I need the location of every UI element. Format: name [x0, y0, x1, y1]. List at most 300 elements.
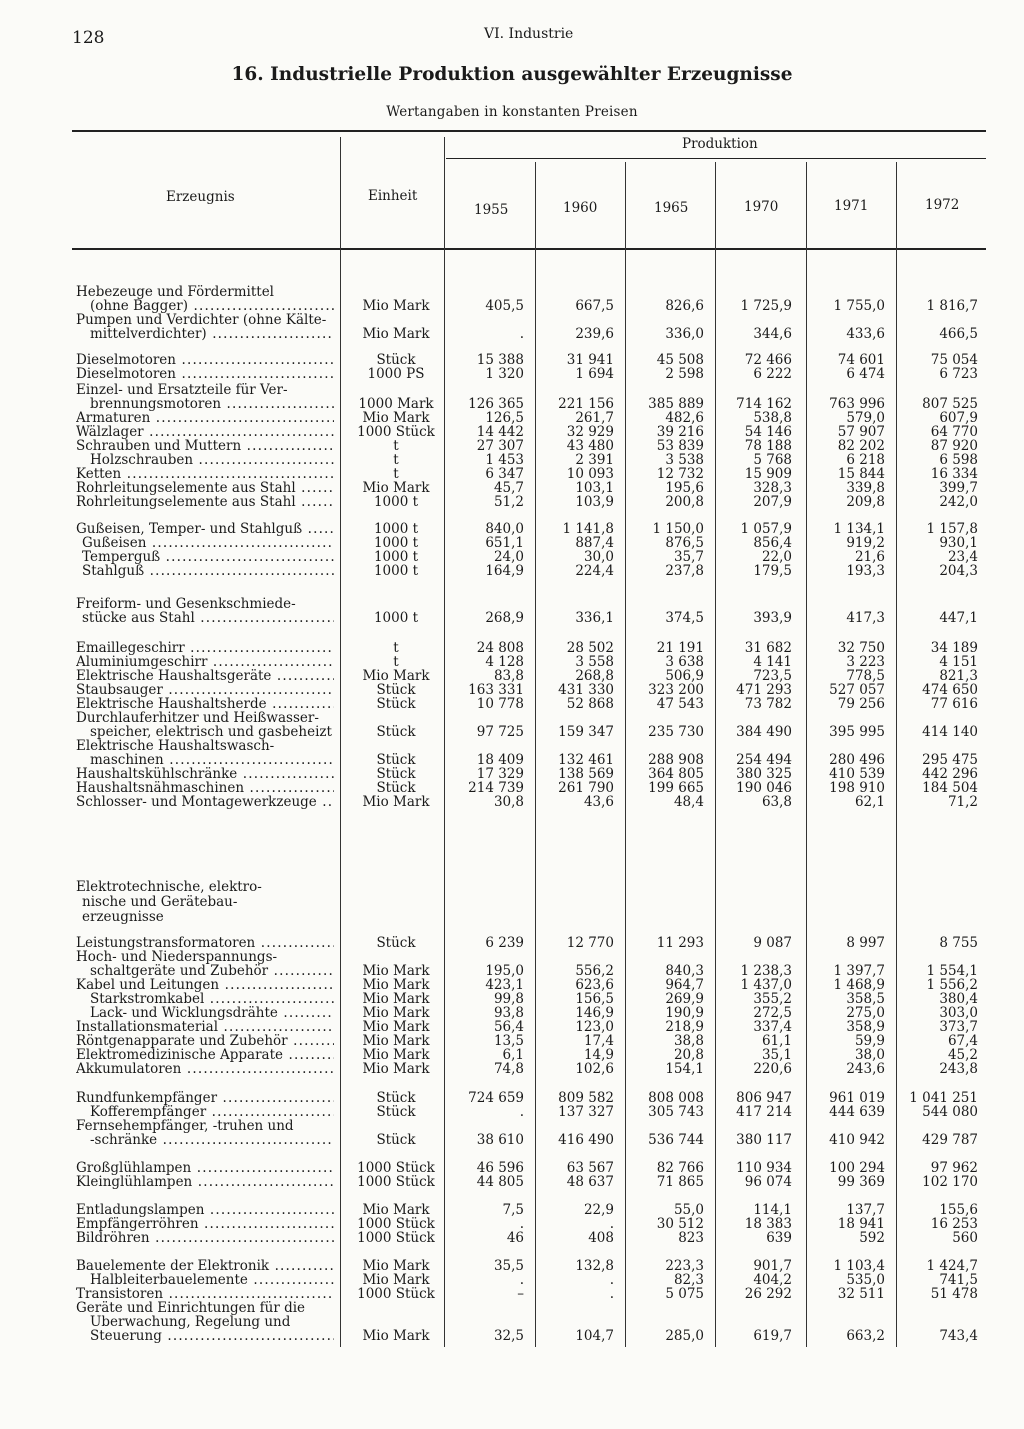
value-1971: 209,8: [846, 494, 885, 510]
value-1960: 261,7: [575, 410, 614, 426]
value-1972: 16 334: [930, 466, 978, 482]
value-1955: .: [519, 1104, 524, 1120]
row-label-box: [76, 936, 334, 950]
row-label-box: [76, 697, 334, 711]
value-1965: 39 216: [656, 424, 704, 440]
value-1960: 14,9: [583, 1047, 614, 1063]
table-row: [0, 1161, 1024, 1175]
table-row: [0, 1119, 1024, 1133]
value-1971: 275,0: [846, 1005, 885, 1021]
row-label-box: [76, 1091, 334, 1105]
value-1960: 103,9: [575, 494, 614, 510]
value-1965: 30 512: [656, 1216, 704, 1232]
value-1970: 471 293: [736, 682, 792, 698]
row-label: Rundfunkempfänger .....: [76, 1091, 334, 1105]
value-1960: 132,8: [575, 1258, 614, 1274]
value-1960: 3 558: [575, 654, 614, 670]
value-1960: 12 770: [566, 935, 614, 951]
value-1955: 7,5: [502, 1202, 524, 1218]
value-1970: 380 117: [736, 1132, 792, 1148]
header-bottom-rule: [72, 248, 986, 250]
row-label-box: [76, 313, 334, 327]
row-label: Entladungslampen .....: [76, 1203, 334, 1217]
row-unit: Mio Mark: [362, 977, 430, 993]
row-label-box: [76, 1231, 334, 1245]
row-unit: Mio Mark: [362, 1258, 430, 1274]
value-1971: 82 202: [837, 438, 885, 454]
value-1960: 43 480: [566, 438, 614, 454]
row-label-box: [90, 327, 334, 341]
value-1965: 71 865: [656, 1174, 704, 1190]
value-1970: 337,4: [753, 1019, 792, 1035]
value-1972: 1 816,7: [926, 298, 978, 314]
value-1970: 220,6: [753, 1061, 792, 1077]
value-1970: 72 466: [744, 352, 792, 368]
value-1970: 35,1: [761, 1047, 792, 1063]
row-label-box: [76, 1287, 334, 1301]
value-1965: 199 665: [648, 780, 704, 796]
row-unit: t: [393, 640, 399, 656]
value-1965: 12 732: [656, 466, 704, 482]
value-1972: 399,7: [939, 480, 978, 496]
row-label-box: [76, 978, 334, 992]
table-row: [0, 467, 1024, 481]
table-row: [0, 781, 1024, 795]
table-row: [0, 964, 1024, 978]
value-1960: 887,4: [575, 535, 614, 551]
value-1965: 195,6: [665, 480, 704, 496]
value-1972: 544 080: [922, 1104, 978, 1120]
value-1970: 1 725,9: [740, 298, 792, 314]
row-label: Dieselmotoren .....: [76, 353, 334, 367]
value-1960: 1 141,8: [562, 521, 614, 537]
value-1960: 30,0: [583, 549, 614, 565]
row-label-box: [76, 411, 334, 425]
row-label-box: [76, 1203, 334, 1217]
value-1972: 6 598: [939, 452, 978, 468]
value-1971: 444 639: [829, 1104, 885, 1120]
section-title: VI. Industrie: [484, 26, 574, 42]
header-year-1965: 1965: [654, 200, 689, 216]
row-label-box: [76, 950, 334, 964]
value-1972: 45,2: [947, 1047, 978, 1063]
row-label-box: [90, 1329, 334, 1343]
row-label-box: [90, 1273, 334, 1287]
value-1965: 3 638: [665, 654, 704, 670]
value-1965: 826,6: [665, 298, 704, 314]
row-label-box: [90, 992, 334, 1006]
table-row: [0, 978, 1024, 992]
value-1971: 6 218: [846, 452, 885, 468]
value-1970: 6 222: [753, 366, 792, 382]
row-label-box: [82, 550, 334, 564]
value-1965: 235 730: [648, 724, 704, 740]
row-label: Holzschrauben .....: [90, 453, 334, 467]
value-1965: 47 543: [656, 696, 704, 712]
row-label: Kleinglühlampen .....: [76, 1175, 334, 1189]
value-1970: 15 909: [744, 466, 792, 482]
row-unit: 1000 t: [373, 549, 419, 565]
row-unit: Stück: [376, 780, 416, 796]
value-1971: 1 134,1: [833, 521, 885, 537]
value-1972: 821,3: [939, 668, 978, 684]
value-1971: 1 468,9: [833, 977, 885, 993]
row-label-box: [76, 439, 334, 453]
row-label-box: [90, 1006, 334, 1020]
table-row: [0, 795, 1024, 809]
header-year-1970: 1970: [744, 199, 779, 215]
value-1960: 667,5: [575, 298, 614, 314]
row-unit: Stück: [376, 1104, 416, 1120]
row-label: Empfängerröhren .....: [76, 1217, 334, 1231]
row-unit: 1000 t: [373, 563, 419, 579]
value-1972: 1 157,8: [926, 521, 978, 537]
value-1970: 26 292: [744, 1286, 792, 1302]
row-unit: Mio Mark: [362, 1061, 430, 1077]
value-1971: 62,1: [854, 794, 885, 810]
row-label-box: [76, 383, 334, 397]
value-1965: 55,0: [673, 1202, 704, 1218]
table-row: [0, 683, 1024, 697]
value-1960: 1 694: [575, 366, 614, 382]
table-row: [0, 1315, 1024, 1329]
value-1971: 527 057: [829, 682, 885, 698]
value-1960: 48 637: [566, 1174, 614, 1190]
row-label-box: [76, 781, 334, 795]
row-unit: 1000 Stück: [357, 1174, 435, 1190]
value-1955: 38 610: [476, 1132, 524, 1148]
value-1965: 237,8: [665, 563, 704, 579]
value-1955: 214 739: [468, 780, 524, 796]
row-label: Elektromedizinische Apparate .....: [76, 1048, 334, 1062]
row-unit: 1000 PS: [367, 366, 425, 382]
row-label-box: [76, 495, 334, 509]
row-label: mittelverdichter) .....: [90, 327, 334, 341]
row-label: speicher, elektrisch und gasbeheizt: [90, 725, 332, 739]
value-1972: 23,4: [947, 549, 978, 565]
row-label-box: [76, 1217, 334, 1231]
value-1972: 741,5: [939, 1272, 978, 1288]
row-label: Freiform- und Gesenkschmiede-: [76, 597, 296, 611]
row-label: Emaillegeschirr .....: [76, 641, 334, 655]
value-1971: 579,0: [846, 410, 885, 426]
row-label-box: [76, 683, 334, 697]
value-1972: 155,6: [939, 1202, 978, 1218]
row-unit: 1000 Stück: [357, 1160, 435, 1176]
row-unit: 1000 Stück: [357, 424, 435, 440]
value-1970: 254 494: [736, 752, 792, 768]
value-1970: 9 087: [753, 935, 792, 951]
row-unit: Stück: [376, 724, 416, 740]
value-1955: 268,9: [485, 610, 524, 626]
value-1965: 218,9: [665, 1019, 704, 1035]
value-1955: 46 596: [476, 1160, 524, 1176]
value-1965: 482,6: [665, 410, 704, 426]
header-year-1960: 1960: [563, 200, 598, 216]
row-label: Rohrleitungselemente aus Stahl .....: [76, 481, 334, 495]
value-1971: 74 601: [837, 352, 885, 368]
row-label: Bauelemente der Elektronik .....: [76, 1259, 334, 1273]
value-1965: 21 191: [656, 640, 704, 656]
value-1965: 82,3: [673, 1272, 704, 1288]
row-label-box: [76, 1119, 334, 1133]
value-1970: 63,8: [761, 794, 792, 810]
value-1970: 4 141: [753, 654, 792, 670]
row-label: Rohrleitungselemente aus Stahl .....: [76, 495, 334, 509]
value-1970: 1 437,0: [740, 977, 792, 993]
table-row: [0, 611, 1024, 625]
row-unit: Mio Mark: [362, 1033, 430, 1049]
value-1970: 404,2: [753, 1272, 792, 1288]
row-label-box: [82, 910, 334, 924]
value-1955: 163 331: [468, 682, 524, 698]
value-1960: 159 347: [558, 724, 614, 740]
value-1970: 619,7: [753, 1328, 792, 1344]
value-1972: 743,4: [939, 1328, 978, 1344]
value-1971: 3 223: [846, 654, 885, 670]
row-label-box: [76, 1048, 334, 1062]
value-1970: 380 325: [736, 766, 792, 782]
value-1972: 930,1: [939, 535, 978, 551]
row-label-box: [90, 1105, 334, 1119]
value-1955: 46: [506, 1230, 524, 1246]
value-1960: 146,9: [575, 1005, 614, 1021]
row-label: Schrauben und Muttern .....: [76, 439, 334, 453]
table-row: [0, 397, 1024, 411]
value-1960: 261 790: [558, 780, 614, 796]
value-1955: 13,5: [493, 1033, 524, 1049]
value-1971: 535,0: [846, 1272, 885, 1288]
value-1971: 763 996: [829, 396, 885, 412]
value-1960: 336,1: [575, 610, 614, 626]
value-1970: 22,0: [761, 549, 792, 565]
value-1972: 414 140: [922, 724, 978, 740]
value-1972: 4 151: [939, 654, 978, 670]
value-1970: 5 768: [753, 452, 792, 468]
table-row: [0, 767, 1024, 781]
value-1965: 200,8: [665, 494, 704, 510]
value-1972: 380,4: [939, 991, 978, 1007]
value-1972: 8 755: [939, 935, 978, 951]
value-1955: 15 388: [476, 352, 524, 368]
value-1971: 410 942: [829, 1132, 885, 1148]
value-1971: 59,9: [854, 1033, 885, 1049]
table-row: [0, 1062, 1024, 1076]
row-label-box: [76, 1259, 334, 1273]
value-1960: 239,6: [575, 326, 614, 342]
value-1960: .: [609, 1272, 614, 1288]
value-1955: 164,9: [485, 563, 524, 579]
value-1971: 778,5: [846, 668, 885, 684]
value-1972: 67,4: [947, 1033, 978, 1049]
value-1972: 64 770: [930, 424, 978, 440]
value-1960: 104,7: [575, 1328, 614, 1344]
table-row: [0, 353, 1024, 367]
value-1960: 224,4: [575, 563, 614, 579]
value-1972: 807 525: [922, 396, 978, 412]
value-1971: 57 907: [837, 424, 885, 440]
row-label: Gußeisen, Temper- und Stahlguß .....: [76, 522, 334, 536]
value-1960: 43,6: [583, 794, 614, 810]
value-1955: 4 128: [485, 654, 524, 670]
value-1955: 51,2: [493, 494, 524, 510]
value-1965: 288 908: [648, 752, 704, 768]
value-1972: 51 478: [930, 1286, 978, 1302]
row-label: Kabel und Leitungen .....: [76, 978, 334, 992]
value-1970: 1 057,9: [740, 521, 792, 537]
table-subtitle: Wertangaben in konstanten Preisen: [386, 104, 638, 120]
row-label-box: [82, 895, 334, 909]
row-label-box: [90, 1133, 334, 1147]
value-1972: 1 554,1: [926, 963, 978, 979]
table-row: [0, 1231, 1024, 1245]
value-1960: 102,6: [575, 1061, 614, 1077]
row-label: Staubsauger .....: [76, 683, 334, 697]
row-label: Haushaltsnähmaschinen .....: [76, 781, 334, 795]
row-label: Stahlguß .....: [82, 564, 334, 578]
value-1955: 6 347: [485, 466, 524, 482]
value-1960: 31 941: [566, 352, 614, 368]
table-row: [0, 1301, 1024, 1315]
value-1960: 221 156: [558, 396, 614, 412]
value-1965: 20,8: [673, 1047, 704, 1063]
table-row: [0, 285, 1024, 299]
row-label-box: [76, 1175, 334, 1189]
value-1971: 15 844: [837, 466, 885, 482]
row-unit: 1000 t: [373, 535, 419, 551]
value-1965: 285,0: [665, 1328, 704, 1344]
value-1960: 17,4: [583, 1033, 614, 1049]
row-label-box: [82, 536, 334, 550]
table-row: [0, 1287, 1024, 1301]
value-1955: 840,0: [485, 521, 524, 537]
value-1971: 1 397,7: [833, 963, 885, 979]
value-1971: 100 294: [829, 1160, 885, 1176]
value-1970: 856,4: [753, 535, 792, 551]
table-row: [0, 950, 1024, 964]
table-top-rule: [72, 130, 986, 132]
row-unit: 1000 Stück: [357, 1286, 435, 1302]
value-1971: 339,8: [846, 480, 885, 496]
value-1955: –: [517, 1286, 524, 1302]
row-label: Halbleiterbauelemente .....: [90, 1273, 334, 1287]
row-label: Elektrische Haushaltswasch-: [76, 739, 275, 753]
row-unit: Mio Mark: [362, 991, 430, 1007]
row-unit: t: [393, 452, 399, 468]
value-1970: 393,9: [753, 610, 792, 626]
value-1955: 27 307: [476, 438, 524, 454]
row-label-box: [76, 367, 334, 381]
value-1955: 32,5: [493, 1328, 524, 1344]
table-row: [0, 453, 1024, 467]
row-label-box: [76, 739, 334, 753]
row-unit: t: [393, 654, 399, 670]
value-1972: 303,0: [939, 1005, 978, 1021]
row-label-box: [76, 795, 334, 809]
table-row: [0, 1091, 1024, 1105]
row-unit: Mio Mark: [362, 1047, 430, 1063]
value-1971: 18 941: [837, 1216, 885, 1232]
value-1955: 10 778: [476, 696, 524, 712]
row-label: Ketten .....: [76, 467, 334, 481]
row-label: Armaturen .....: [76, 411, 334, 425]
row-label: Bildröhren .....: [76, 1231, 334, 1245]
value-1965: 336,0: [665, 326, 704, 342]
row-label-box: [76, 1161, 334, 1175]
table-row: [0, 1105, 1024, 1119]
value-1970: 31 682: [744, 640, 792, 656]
row-label: Durchlauferhitzer und Heißwasser-: [76, 711, 319, 725]
row-unit: Mio Mark: [362, 410, 430, 426]
row-unit: Stück: [376, 935, 416, 951]
value-1970: 714 162: [736, 396, 792, 412]
row-label: stücke aus Stahl .....: [82, 611, 334, 625]
value-1955: 724 659: [468, 1090, 524, 1106]
value-1970: 114,1: [753, 1202, 792, 1218]
row-label: Elektrische Haushaltsgeräte .....: [76, 669, 334, 683]
row-label-box: [76, 1034, 334, 1048]
value-1965: 2 598: [665, 366, 704, 382]
row-label: Starkstromkabel .....: [90, 992, 334, 1006]
value-1970: 639: [766, 1230, 792, 1246]
value-1965: 385 889: [648, 396, 704, 412]
row-label: Hebezeuge und Fördermittel: [76, 285, 275, 299]
row-label: brennungsmotoren .....: [90, 397, 334, 411]
value-1970: 417 214: [736, 1104, 792, 1120]
row-unit: Stück: [376, 766, 416, 782]
table-row: [0, 641, 1024, 655]
table-row: [0, 1034, 1024, 1048]
value-1971: 410 539: [829, 766, 885, 782]
value-1960: 52 868: [566, 696, 614, 712]
value-1971: 358,5: [846, 991, 885, 1007]
row-label: Röntgenapparate und Zubehör .....: [76, 1034, 334, 1048]
value-1955: 83,8: [493, 668, 524, 684]
production-rule: [446, 158, 986, 159]
value-1970: 110 934: [736, 1160, 792, 1176]
row-label: Haushaltskühlschränke .....: [76, 767, 334, 781]
table-row: [0, 481, 1024, 495]
value-1971: 395 995: [829, 724, 885, 740]
value-1965: 374,5: [665, 610, 704, 626]
value-1955: 56,4: [493, 1019, 524, 1035]
row-label: Transistoren .....: [76, 1287, 334, 1301]
value-1972: 184 504: [922, 780, 978, 796]
value-1965: 82 766: [656, 1160, 704, 1176]
row-label: Lack- und Wicklungsdrähte .....: [90, 1006, 334, 1020]
row-label: Akkumulatoren .....: [76, 1062, 334, 1076]
value-1960: 268,8: [575, 668, 614, 684]
value-1972: 447,1: [939, 610, 978, 626]
row-unit: Mio Mark: [362, 298, 430, 314]
row-label: Hoch- und Niederspannungs-: [76, 950, 278, 964]
value-1955: 405,5: [485, 298, 524, 314]
row-label-box: [90, 725, 334, 739]
value-1955: 1 453: [485, 452, 524, 468]
value-1965: 223,3: [665, 1258, 704, 1274]
value-1960: 556,2: [575, 963, 614, 979]
row-unit: Stück: [376, 696, 416, 712]
value-1971: 99 369: [837, 1174, 885, 1190]
value-1960: .: [609, 1286, 614, 1302]
value-1965: 808 008: [648, 1090, 704, 1106]
row-label: Geräte und Einrichtungen für die: [76, 1301, 306, 1315]
row-unit: Stück: [376, 682, 416, 698]
value-1970: 355,2: [753, 991, 792, 1007]
row-label-box: [90, 453, 334, 467]
table-title: 16. Industrielle Produktion ausgewählter Erzeugnisse: [231, 64, 793, 85]
row-unit: Stück: [376, 1132, 416, 1148]
